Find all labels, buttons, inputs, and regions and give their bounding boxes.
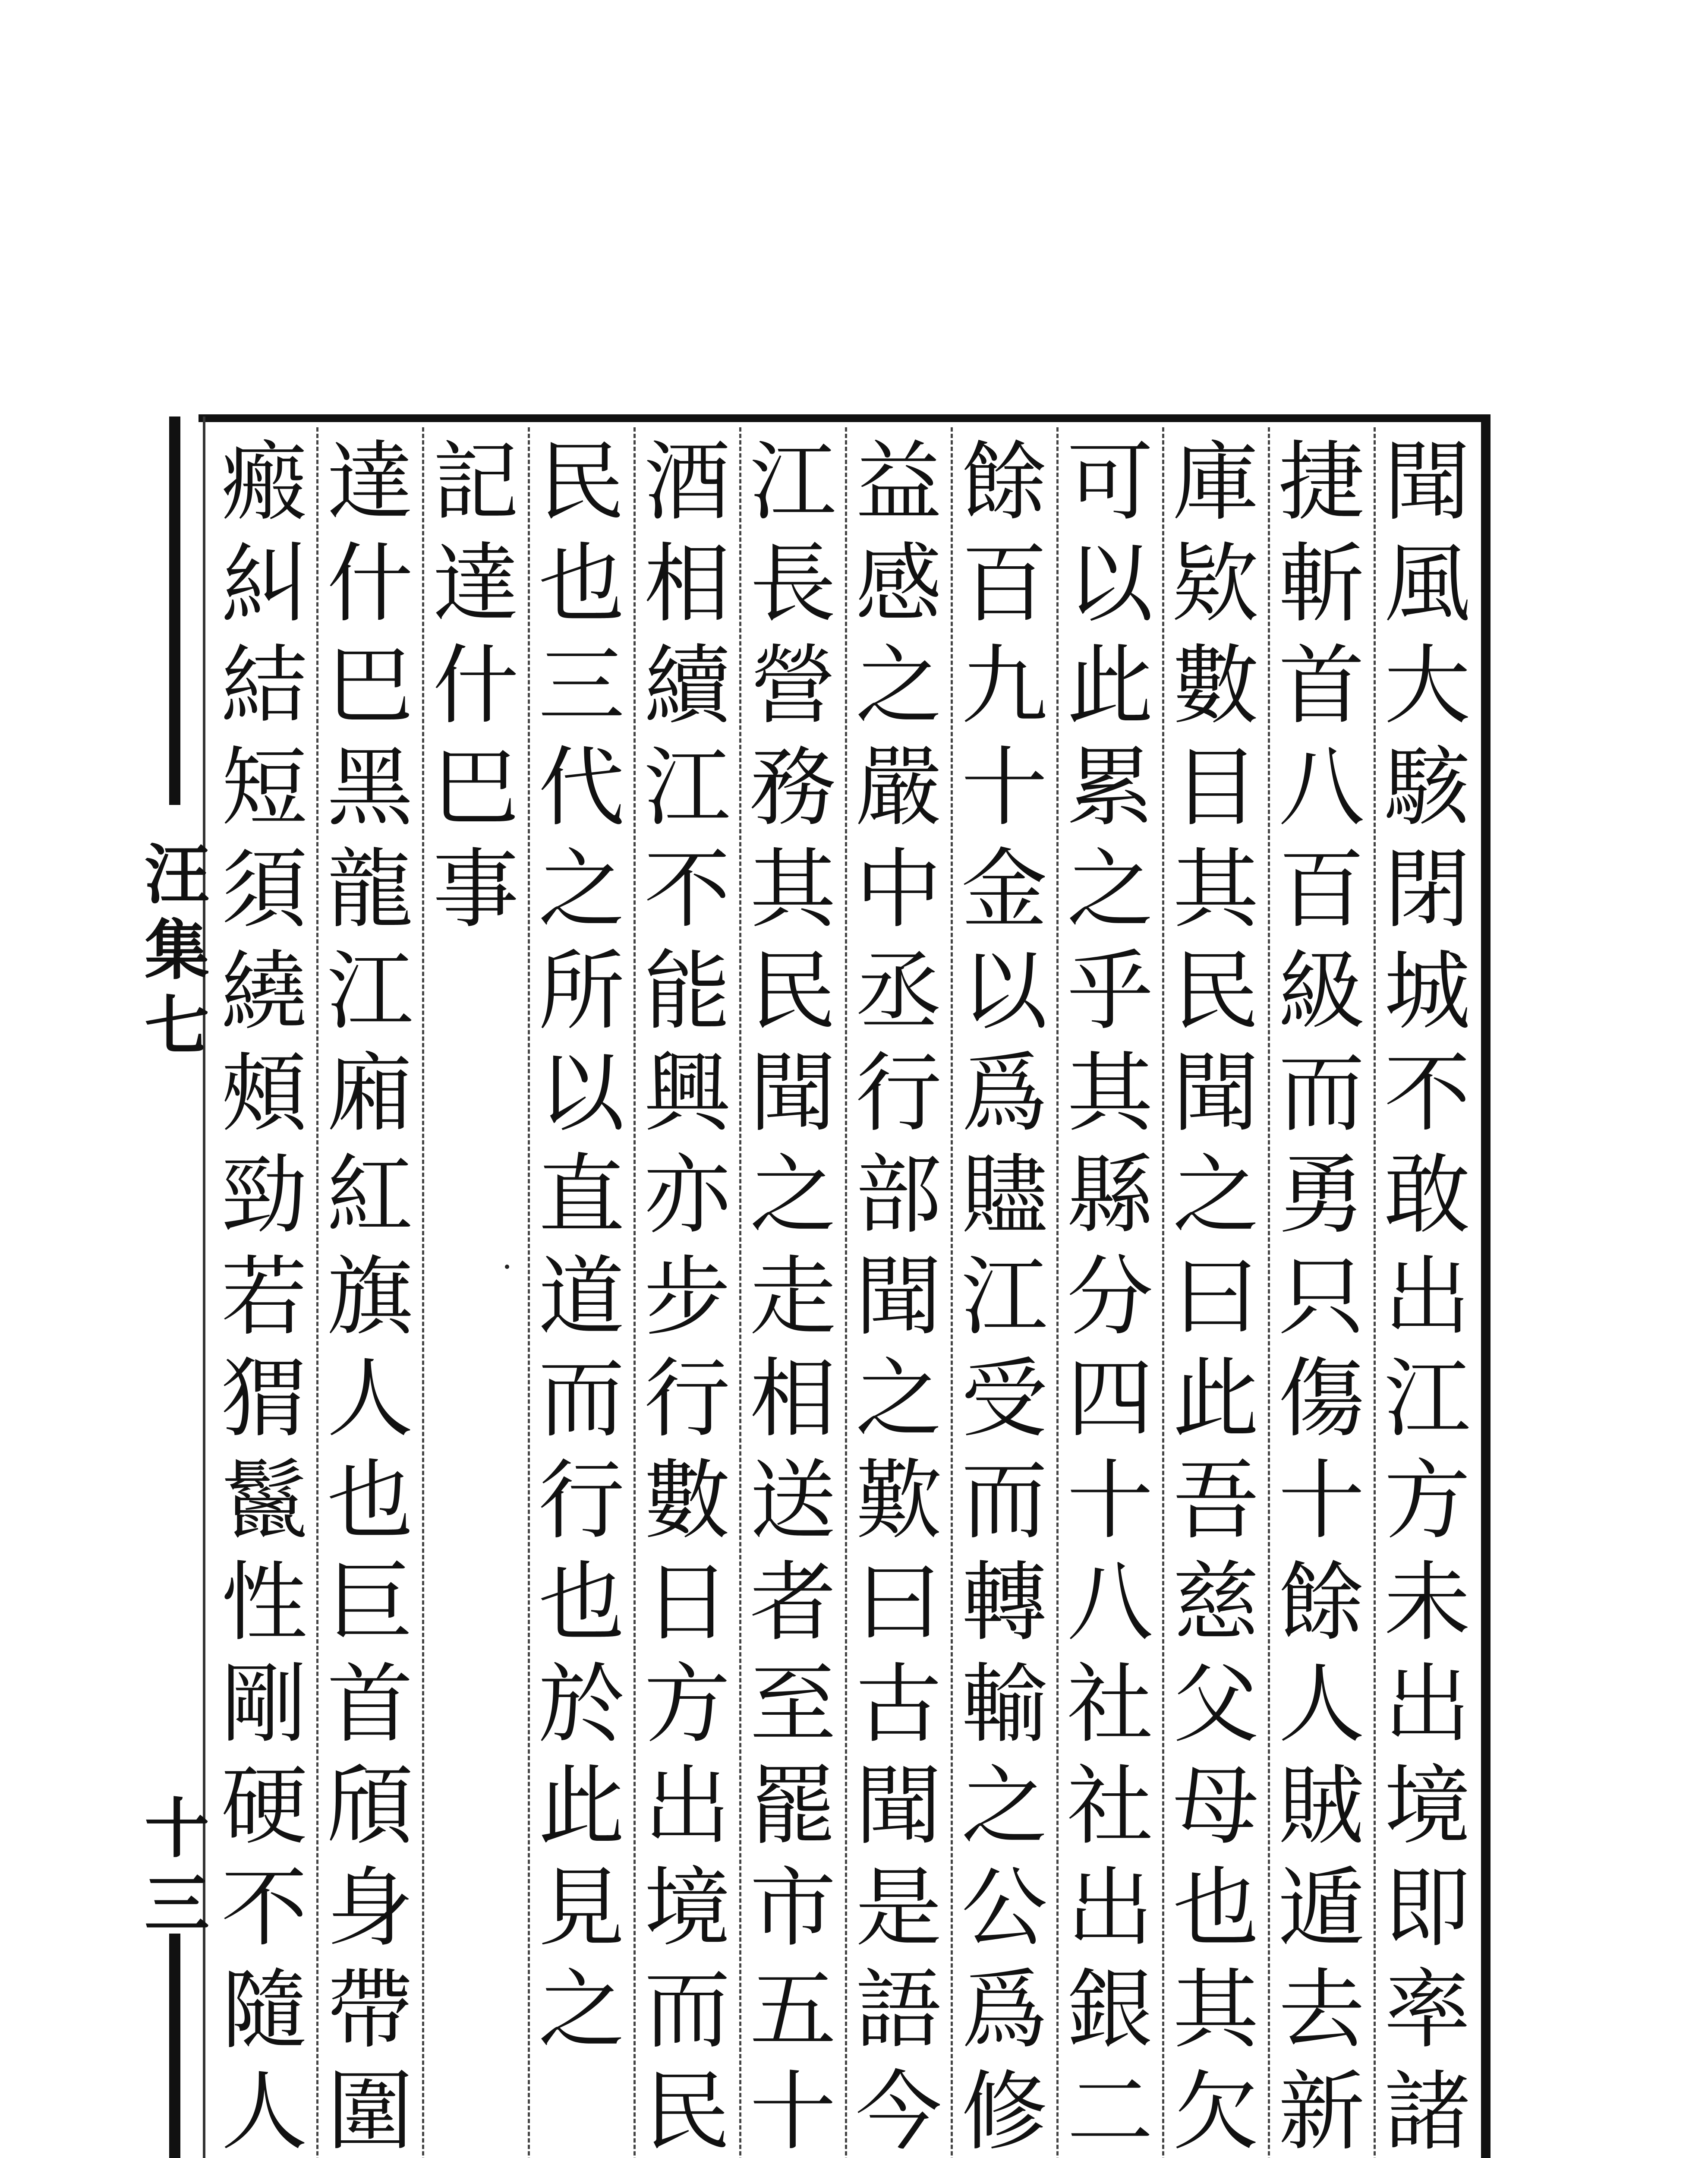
glyph: 此 — [1067, 636, 1153, 736]
glyph: 方 — [1384, 1451, 1471, 1551]
margin-rule-upper — [169, 416, 180, 805]
glyph: 五 — [750, 1960, 836, 2060]
glyph: 頎 — [327, 1756, 413, 1857]
glyph: 首 — [1278, 636, 1365, 736]
glyph: 是 — [855, 1858, 942, 1959]
glyph: 記 — [432, 432, 519, 533]
glyph: 駭 — [1384, 738, 1471, 838]
glyph: 之 — [750, 1145, 836, 1246]
glyph: 爲 — [961, 1960, 1048, 2060]
glyph: 興 — [644, 1043, 731, 1144]
glyph: 出 — [1384, 1247, 1471, 1347]
glyph: 吾 — [1172, 1451, 1259, 1551]
glyph: 續 — [644, 636, 731, 736]
glyph: 民 — [1172, 941, 1259, 1042]
glyph: 也 — [538, 1552, 625, 1653]
glyph: 金 — [961, 839, 1048, 940]
glyph: 出 — [644, 1756, 731, 1857]
glyph: 累 — [1067, 738, 1153, 838]
glyph: 八 — [1278, 738, 1365, 838]
glyph: 巴 — [327, 636, 413, 736]
glyph: 首 — [327, 1654, 413, 1755]
glyph: 不 — [644, 839, 731, 940]
glyph: 乎 — [1067, 941, 1153, 1042]
glyph: 剛 — [221, 1654, 308, 1755]
glyph: 於 — [538, 1654, 625, 1755]
glyph: 八 — [1067, 1552, 1153, 1653]
glyph: 社 — [1067, 1756, 1153, 1857]
glyph: 分 — [1067, 1247, 1153, 1347]
glyph: 廂 — [327, 1043, 413, 1144]
margin-title — [145, 837, 210, 1064]
glyph: 賊 — [1278, 1756, 1365, 1857]
glyph: 曰 — [855, 1552, 942, 1653]
glyph: 只 — [1278, 1247, 1365, 1347]
glyph: 欠 — [1172, 2062, 1259, 2158]
glyph: 爲 — [961, 1043, 1048, 1144]
glyph: 百 — [961, 534, 1048, 634]
glyph: 隨 — [221, 1960, 308, 2060]
glyph: 見 — [538, 1858, 625, 1959]
glyph: 感 — [855, 534, 942, 634]
glyph: 其 — [1172, 1960, 1259, 2060]
glyph: 硬 — [221, 1756, 308, 1857]
glyph: 庫 — [1172, 432, 1259, 533]
glyph: 丞 — [855, 941, 942, 1042]
text-column — [634, 432, 740, 2158]
glyph: 以 — [538, 1043, 625, 1144]
glyph: 古 — [855, 1654, 942, 1755]
glyph: 出 — [1384, 1654, 1471, 1755]
glyph: 能 — [644, 941, 731, 1042]
glyph: 聞 — [750, 1043, 836, 1144]
glyph: 走 — [750, 1247, 836, 1347]
text-column — [1163, 432, 1269, 2158]
glyph: 糾 — [221, 534, 308, 634]
glyph: 集 — [145, 912, 210, 988]
glyph: 之 — [855, 636, 942, 736]
glyph: 其 — [1172, 839, 1259, 940]
glyph: 數 — [1172, 636, 1259, 736]
glyph: 之 — [538, 839, 625, 940]
glyph: 也 — [1172, 1858, 1259, 1959]
glyph: 人 — [1278, 1654, 1365, 1755]
glyph: 至 — [750, 1654, 836, 1755]
glyph: 三 — [145, 1866, 210, 1942]
glyph: 猬 — [221, 1349, 308, 1449]
glyph: 方 — [644, 1654, 731, 1755]
text-column — [846, 432, 952, 2158]
glyph: 十 — [1067, 1451, 1153, 1551]
glyph: 大 — [1384, 636, 1471, 736]
glyph: 所 — [538, 941, 625, 1042]
text-column — [529, 432, 634, 2061]
glyph: 事 — [432, 839, 519, 940]
glyph: 聞 — [1384, 432, 1471, 533]
glyph: 公 — [961, 1858, 1048, 1959]
glyph: 人 — [327, 1349, 413, 1449]
glyph: 嚴 — [855, 738, 942, 838]
text-column — [1374, 432, 1480, 2158]
glyph: 代 — [538, 738, 625, 838]
glyph: 不 — [221, 1858, 308, 1959]
text-column — [211, 432, 317, 2158]
glyph: 而 — [644, 1960, 731, 2060]
glyph: 之 — [1067, 839, 1153, 940]
glyph: 城 — [1384, 941, 1471, 1042]
glyph: 旗 — [327, 1247, 413, 1347]
glyph: 以 — [1067, 534, 1153, 634]
glyph: 修 — [961, 2062, 1048, 2158]
glyph: 江 — [750, 432, 836, 533]
glyph: 餘 — [1278, 1552, 1365, 1653]
glyph: 帶 — [327, 1960, 413, 2060]
glyph: 其 — [1067, 1043, 1153, 1144]
glyph: 受 — [961, 1349, 1048, 1449]
glyph: 諸 — [1384, 2062, 1471, 2158]
glyph: 民 — [644, 2062, 731, 2158]
glyph: 部 — [855, 1145, 942, 1246]
glyph: 今 — [855, 2062, 942, 2158]
glyph: 可 — [1067, 432, 1153, 533]
frame-right-rule — [1481, 414, 1491, 2158]
glyph: 此 — [1172, 1349, 1259, 1449]
glyph: 其 — [750, 839, 836, 940]
glyph: 十 — [961, 738, 1048, 838]
margin-page-number — [145, 1791, 210, 1942]
glyph: 三 — [538, 636, 625, 736]
glyph: 百 — [1278, 839, 1365, 940]
glyph: 聞 — [855, 1247, 942, 1347]
glyph: 之 — [855, 1349, 942, 1449]
glyph: 此 — [538, 1756, 625, 1857]
glyph: 新 — [1278, 2062, 1365, 2158]
glyph: 不 — [1384, 1043, 1471, 1144]
glyph: 民 — [750, 941, 836, 1042]
glyph: 九 — [961, 636, 1048, 736]
text-column — [317, 432, 423, 2158]
glyph: 直 — [538, 1145, 625, 1246]
glyph: 頰 — [221, 1043, 308, 1144]
glyph: 行 — [538, 1451, 625, 1551]
glyph: 務 — [750, 738, 836, 838]
glyph: 級 — [1278, 941, 1365, 1042]
glyph: 江 — [1384, 1349, 1471, 1449]
glyph: 之 — [1172, 1145, 1259, 1246]
glyph: 勇 — [1278, 1145, 1365, 1246]
glyph: 十 — [750, 2062, 836, 2158]
glyph: 巴 — [432, 738, 519, 838]
glyph: 紅 — [327, 1145, 413, 1246]
glyph: 什 — [327, 534, 413, 634]
glyph: 遁 — [1278, 1858, 1365, 1959]
glyph: 慈 — [1172, 1552, 1259, 1653]
glyph: 二 — [1067, 2062, 1153, 2158]
glyph: 也 — [538, 534, 625, 634]
glyph: 江 — [961, 1247, 1048, 1347]
glyph: 須 — [221, 839, 308, 940]
glyph: 境 — [1384, 1756, 1471, 1857]
glyph: 什 — [432, 636, 519, 736]
glyph: 贐 — [961, 1145, 1048, 1246]
glyph: 亦 — [644, 1145, 731, 1246]
glyph: 相 — [644, 534, 731, 634]
glyph: 出 — [1067, 1858, 1153, 1959]
glyph: 轉 — [961, 1552, 1048, 1653]
ink-speck — [505, 1265, 509, 1269]
glyph: 境 — [644, 1858, 731, 1959]
glyph: 人 — [221, 2062, 308, 2158]
glyph: 餘 — [961, 432, 1048, 533]
glyph: 結 — [221, 636, 308, 736]
glyph: 傷 — [1278, 1349, 1365, 1449]
glyph: 市 — [750, 1858, 836, 1959]
text-column — [1057, 432, 1163, 2158]
glyph: 敢 — [1384, 1145, 1471, 1246]
glyph: 目 — [1172, 738, 1259, 838]
glyph: 營 — [750, 636, 836, 736]
glyph: 輸 — [961, 1654, 1048, 1755]
text-column — [1269, 432, 1374, 2158]
glyph: 欵 — [1172, 534, 1259, 634]
glyph: 曰 — [1172, 1247, 1259, 1347]
glyph: 斬 — [1278, 534, 1365, 634]
glyph: 相 — [750, 1349, 836, 1449]
glyph: 而 — [1278, 1043, 1365, 1144]
text-column — [740, 432, 846, 2158]
glyph: 縣 — [1067, 1145, 1153, 1246]
glyph: 日 — [644, 1552, 731, 1653]
glyph: 而 — [961, 1451, 1048, 1551]
glyph: 風 — [1384, 534, 1471, 634]
glyph: 江 — [644, 738, 731, 838]
glyph: 圍 — [327, 2062, 413, 2158]
glyph: 繞 — [221, 941, 308, 1042]
glyph: 聞 — [855, 1756, 942, 1857]
glyph: 銀 — [1067, 1960, 1153, 2060]
glyph: 性 — [221, 1552, 308, 1653]
glyph: 道 — [538, 1247, 625, 1347]
glyph: 達 — [327, 432, 413, 533]
glyph: 社 — [1067, 1654, 1153, 1755]
text-column — [423, 432, 529, 941]
text-columns — [207, 423, 1480, 2158]
glyph: 罷 — [750, 1756, 836, 1857]
glyph: 黑 — [327, 738, 413, 838]
glyph: 即 — [1384, 1858, 1471, 1959]
glyph: 數 — [644, 1451, 731, 1551]
text-column — [952, 432, 1057, 2158]
glyph: 父 — [1172, 1654, 1259, 1755]
glyph: 閉 — [1384, 839, 1471, 940]
glyph: 民 — [538, 432, 625, 533]
glyph: 未 — [1384, 1552, 1471, 1653]
glyph: 短 — [221, 738, 308, 838]
glyph: 若 — [221, 1247, 308, 1347]
glyph: 之 — [961, 1756, 1048, 1857]
glyph: 十 — [1278, 1451, 1365, 1551]
glyph: 長 — [750, 534, 836, 634]
glyph: 之 — [538, 1960, 625, 2060]
glyph: 鬣 — [221, 1451, 308, 1551]
glyph: 也 — [327, 1451, 413, 1551]
glyph: 歎 — [855, 1451, 942, 1551]
glyph: 龍 — [327, 839, 413, 940]
glyph: 益 — [855, 432, 942, 533]
frame-top-rule — [199, 414, 1489, 422]
glyph: 行 — [855, 1043, 942, 1144]
glyph: 送 — [750, 1451, 836, 1551]
glyph: 汪 — [145, 837, 210, 913]
glyph: 中 — [855, 839, 942, 940]
glyph: 聞 — [1172, 1043, 1259, 1144]
glyph: 以 — [961, 941, 1048, 1042]
glyph: 巨 — [327, 1552, 413, 1653]
glyph: 七 — [145, 988, 210, 1064]
glyph: 江 — [327, 941, 413, 1042]
glyph: 而 — [538, 1349, 625, 1449]
glyph: 語 — [855, 1960, 942, 2060]
glyph: 步 — [644, 1247, 731, 1347]
margin-rule-lower — [169, 1934, 180, 2158]
glyph: 瘢 — [221, 432, 308, 533]
glyph: 酒 — [644, 432, 731, 533]
glyph: 率 — [1384, 1960, 1471, 2060]
glyph: 母 — [1172, 1756, 1259, 1857]
glyph: 行 — [644, 1349, 731, 1449]
glyph: 去 — [1278, 1960, 1365, 2060]
glyph: 達 — [432, 534, 519, 634]
glyph: 四 — [1067, 1349, 1153, 1449]
glyph: 者 — [750, 1552, 836, 1653]
glyph: 勁 — [221, 1145, 308, 1246]
glyph: 身 — [327, 1858, 413, 1959]
glyph: 十 — [145, 1791, 210, 1867]
glyph: 捷 — [1278, 432, 1365, 533]
